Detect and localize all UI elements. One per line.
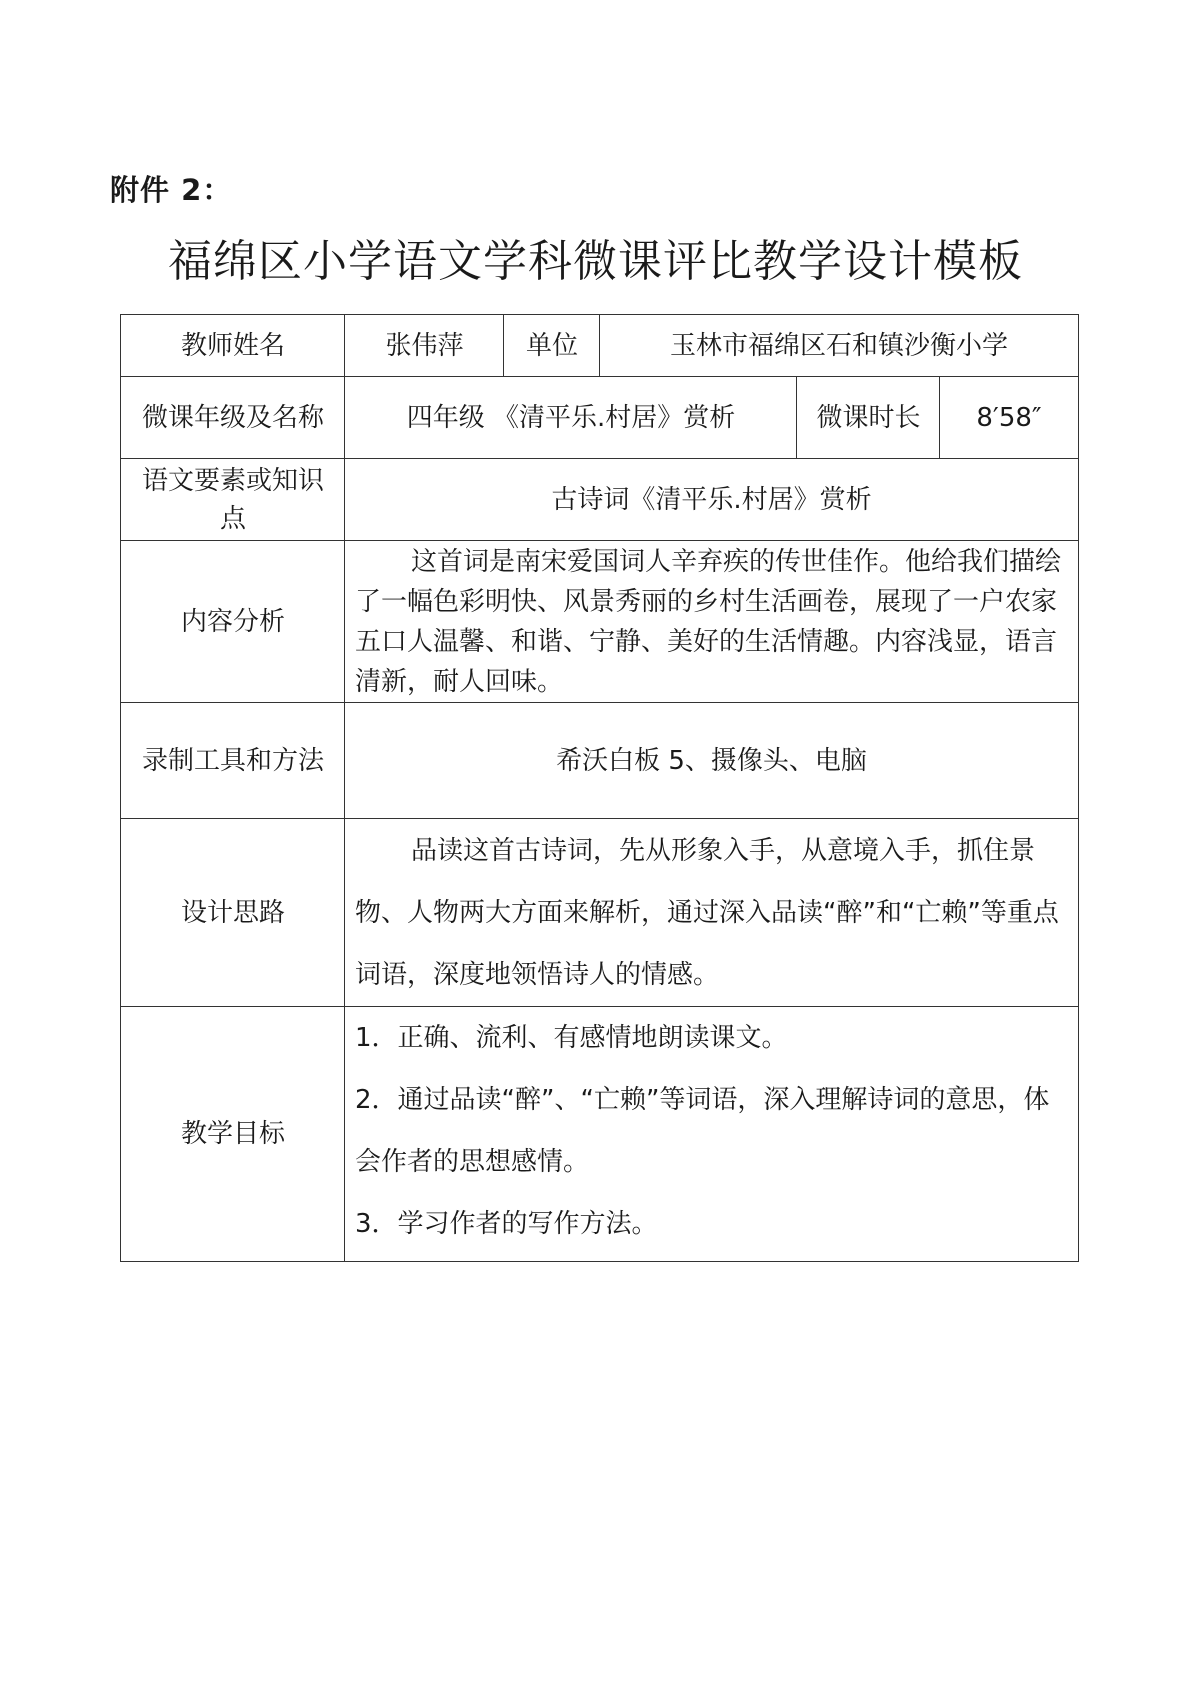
design-label: 设计思路 <box>120 818 346 1008</box>
attachment-label: 附件 2： <box>110 173 233 207</box>
document-title: 福绵区小学语文学科微课评比教学设计模板 <box>168 236 1023 287</box>
teacher-name-label: 教师姓名 <box>120 314 346 378</box>
tools-label: 录制工具和方法 <box>120 702 346 820</box>
design-text: 品读这首古诗词，先从形象入手，从意境入手，抓住景物、人物两大方面来解析，通过深入品读“醉”和“亡赖”等重点词语，深度地领悟诗人的情感。 <box>355 836 1059 990</box>
objective-item: 1．正确、流利、有感情地朗读课文。 <box>355 1023 788 1053</box>
design-cell <box>344 818 1079 1008</box>
duration-label: 微课时长 <box>796 376 941 460</box>
tools-value: 希沃白板 5、摄像头、电脑 <box>344 702 1079 820</box>
objective-item: 2．通过品读“醉”、“亡赖”等词语，深入理解诗词的意思，体会作者的思想感情。 <box>355 1085 1050 1177</box>
element-value: 古诗词《清平乐.村居》赏析 <box>344 458 1079 542</box>
element-label: 语文要素或知识点 <box>120 458 346 542</box>
teacher-name-value: 张伟萍 <box>344 314 505 378</box>
design-form-table <box>120 314 1079 1262</box>
objective-item: 3．学习作者的写作方法。 <box>355 1209 658 1239</box>
unit-label: 单位 <box>503 314 601 378</box>
course-label: 微课年级及名称 <box>120 376 346 460</box>
objectives-label: 教学目标 <box>120 1006 346 1262</box>
content-text: 这首词是南宋爱国词人辛弃疾的传世佳作。他给我们描绘了一幅色彩明快、风景秀丽的乡村生活画卷，展现了一户农家五口人温馨、和谐、宁静、美好的生活情趣。内容浅显，语言清新，耐人回味。 <box>355 547 1062 697</box>
content-cell <box>344 540 1079 704</box>
unit-value: 玉林市福绵区石和镇沙衡小学 <box>599 314 1079 378</box>
duration-value: 8′58″ <box>939 376 1079 460</box>
content-label: 内容分析 <box>120 540 346 704</box>
objectives-cell <box>344 1006 1079 1262</box>
course-value: 四年级 《清平乐.村居》赏析 <box>344 376 798 460</box>
